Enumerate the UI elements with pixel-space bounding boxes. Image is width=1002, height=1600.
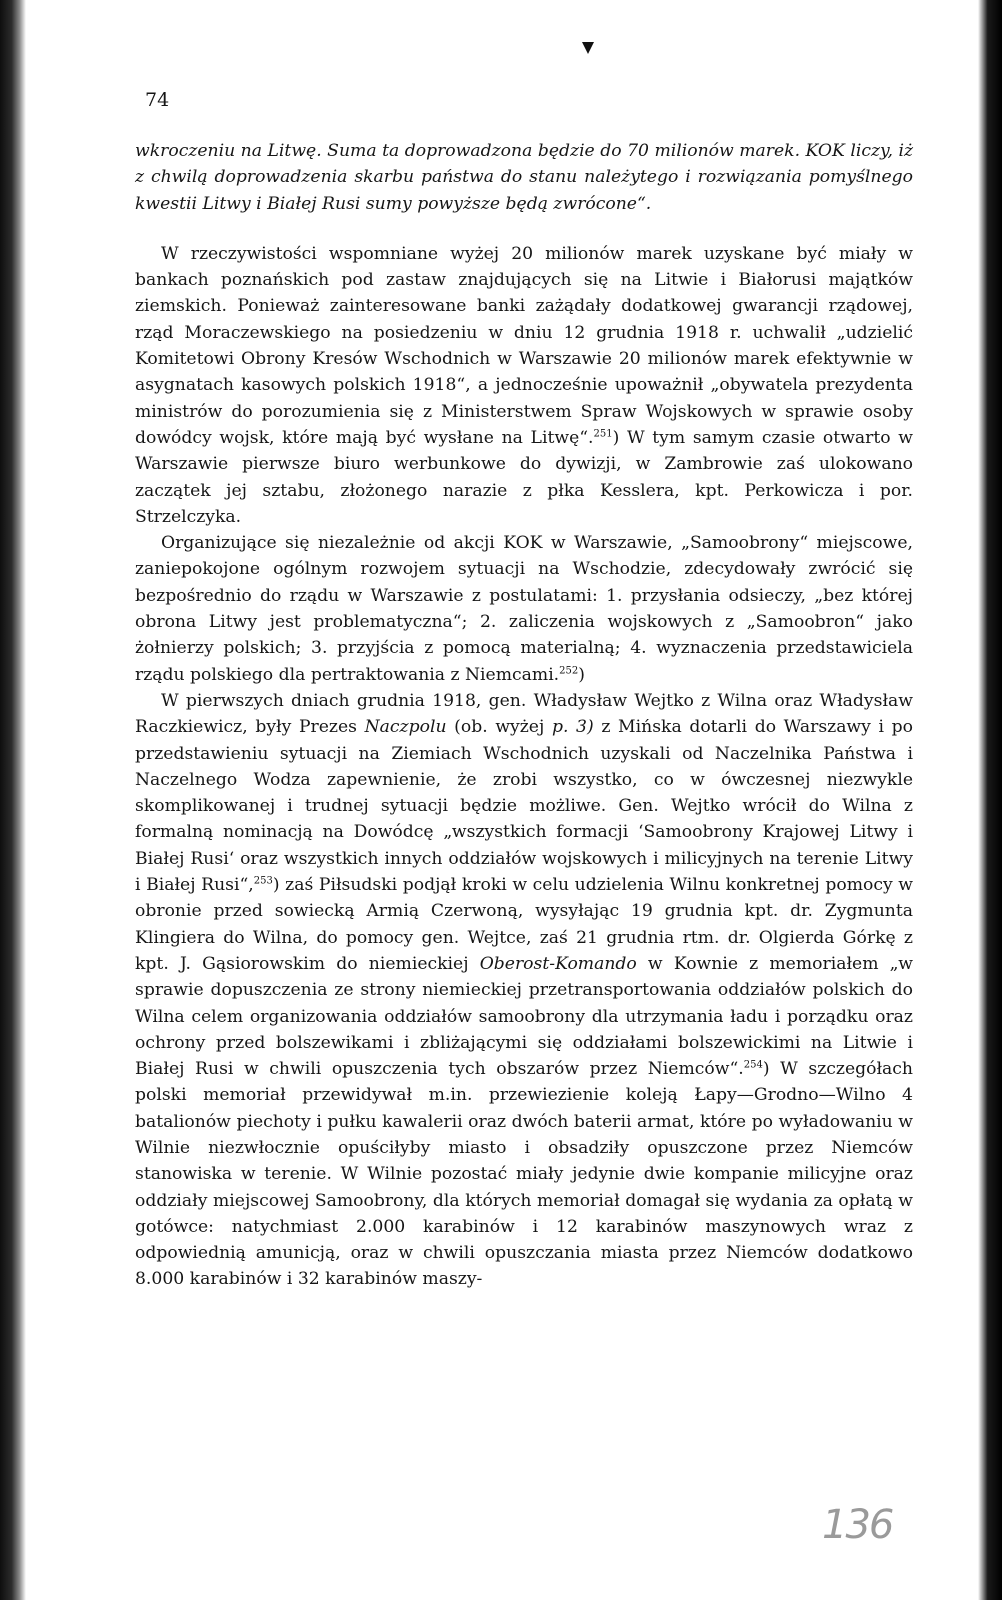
scan-edge-left	[0, 0, 26, 1600]
scan-edge-right	[978, 0, 1002, 1600]
paragraph-2	[135, 530, 913, 688]
paragraph-3-text-a: W pierwszych dniach grudnia 1918, gen. Władysław Wejtko z Wilna oraz Władysław Raczkiewicz, były Prezes	[135, 690, 913, 738]
footnote-ref-251: 251	[593, 428, 613, 440]
paragraph-1	[135, 241, 913, 530]
footnote-ref-252: 252	[559, 664, 579, 676]
paragraph-3	[135, 688, 913, 1293]
handwritten-page-note	[822, 1502, 902, 1562]
ink-mark	[582, 42, 594, 54]
paragraph-2-text-a: Organizujące się niezależnie od akcji KOK w Warszawie, „Samoobrony“ miejscowe, zaniepokojone ogólnym rozwojem sytuacji na Wschodzie, zdecydowały zwrócić się bezpośrednio do rządu w Warszawie z postulatami: 1. przysłania odsieczy, „bez której obrona Litwy jest problematyczna“; 2. zaliczenia wojskowych z „Samoobron“ jako żołnierzy polskich; 3. przyjścia z pomocą materialną; 4. wyznaczenia przedstawiciela rządu polskiego dla pertraktowania z Niemcami.	[135, 533, 913, 685]
quote-paragraph: wkroczeniu na Litwę. Suma ta doprowadzona będzie do 70 milionów marek. KOK liczy, iż z chwilą doprowadzenia skarbu państwa do stanu należytego i rozwiązania pomyślnego kwestii Litwy i Białej Rusi sumy powyższe będą zwrócone“.	[135, 141, 913, 214]
paragraph-3-text-e: w Kownie z memoriałem „w sprawie dopuszczenia ze strony niemieckiej przetransportowania oddziałów polskich do Wilna celem organizowania oddziałów samoobrony dla utrzymania ładu i porządku oraz ochrony przed bolszewikami i zbliżającymi się oddziałami bolszewickimi na Litwie i Białej Rusi w chwili opuszczenia tych obszarów przez Niemców“.	[135, 953, 913, 1080]
naczpol-italic: Naczpolu	[364, 717, 447, 738]
paragraph-3-text-d: ) zaś Piłsudski podjął kroki w celu udzielenia Wilnu konkretnej pomocy w obronie przed sowiecką Armią Czerwoną, wysyłając 19 grudnia kpt. dr. Zygmunta Klingiera do Wilna, do pomocy gen. Wejtce, zaś 21 grudnia rtm. dr. Olgierda Górkę z kpt. J. Gąsiorowskim do niemieckiej	[135, 875, 913, 974]
paragraph-3-text-b: (ob. wyżej	[446, 717, 552, 738]
paragraph-1-text-b: ) W tym samym czasie otwarto w Warszawie pierwsze biuro werbunkowe do dywizji, w Zambrowie zaś ulokowano zaczątek jej sztabu, złożonego narazie z płka Kesslera, kpt. Perkowicza i por. Strzelczyka.	[135, 427, 913, 527]
oberost-italic: Oberost-Komando	[479, 953, 637, 974]
footnote-ref-253: 253	[253, 875, 273, 887]
paragraph-3-text-c: z Mińska dotarli do Warszawy i po przedstawieniu sytuacji na Ziemiach Wschodnich uzyskali od Naczelnika Państwa i Naczelnego Wodza zapewnienie, że zrobi wszystko, co w ówczesnej niezwykle skomplikowanej i trudnej sytuacji będzie możliwe. Gen. Wejtko wrócił do Wilna z formalną nominacją na Dowódcę „wszystkich formacji ‘Samoobrony Krajowej Litwy i Białej Rusi‘ oraz wszystkich innych oddziałów wojskowych i milicyjnych na terenie Litwy i Białej Rusi“,	[135, 717, 913, 896]
page-number: 74	[145, 89, 170, 111]
paragraph-3-text-f: ) W szczegółach polski memoriał przewidywał m.in. przewiezienie koleją Łapy—Grodno—Wilno 4 batalionów piechoty i pułku kawalerii oraz dwóch baterii armat, które po wyładowaniu w Wilnie niezwłocznie opuściłyby miasto i obsadziły opuszczone przez Niemców stanowiska w terenie. W Wilnie pozostać miały jedynie dwie kompanie milicyjne oraz oddziały miejscowej Samoobrony, dla których memoriał domagał się wydania za opłatą w gotówce: natychmiast 2.000 karabinów i 12 karabinów maszynowych wraz z odpowiednią amunicją, oraz w chwili opuszczania miasta przez Niemców dodatkowo 8.000 karabinów i 32 karabinów maszy-	[135, 1059, 913, 1290]
page-reference: p. 3)	[551, 717, 594, 738]
paragraph-1-text-a: W rzeczywistości wspomniane wyżej 20 milionów marek uzyskane być miały w bankach poznańskich pod zastaw znajdujących się na Litwie i Białorusi majątków ziemskich. Ponieważ zainteresowane banki zażądały dodatkowej gwarancji rządowej, rząd Moraczewskiego na posiedzeniu w dniu 12 grudnia 1918 r. uchwalił „udzielić Komitetowi Obrony Kresów Wschodnich w Warszawie 20 milionów marek efektywnie w asygnatach kasowych polskich 1918“, a jednocześnie upoważnił „obywatela prezydenta ministrów do porozumienia się z Ministerstwem Spraw Wojskowych w sprawie osoby dowódcy wojsk, które mają być wysłane na Litwę“.	[135, 243, 913, 448]
page-body	[135, 138, 913, 1293]
paragraph-2-text-b: )	[578, 664, 585, 685]
handwritten-number: 136	[822, 1502, 893, 1548]
footnote-ref-254: 254	[743, 1059, 763, 1071]
